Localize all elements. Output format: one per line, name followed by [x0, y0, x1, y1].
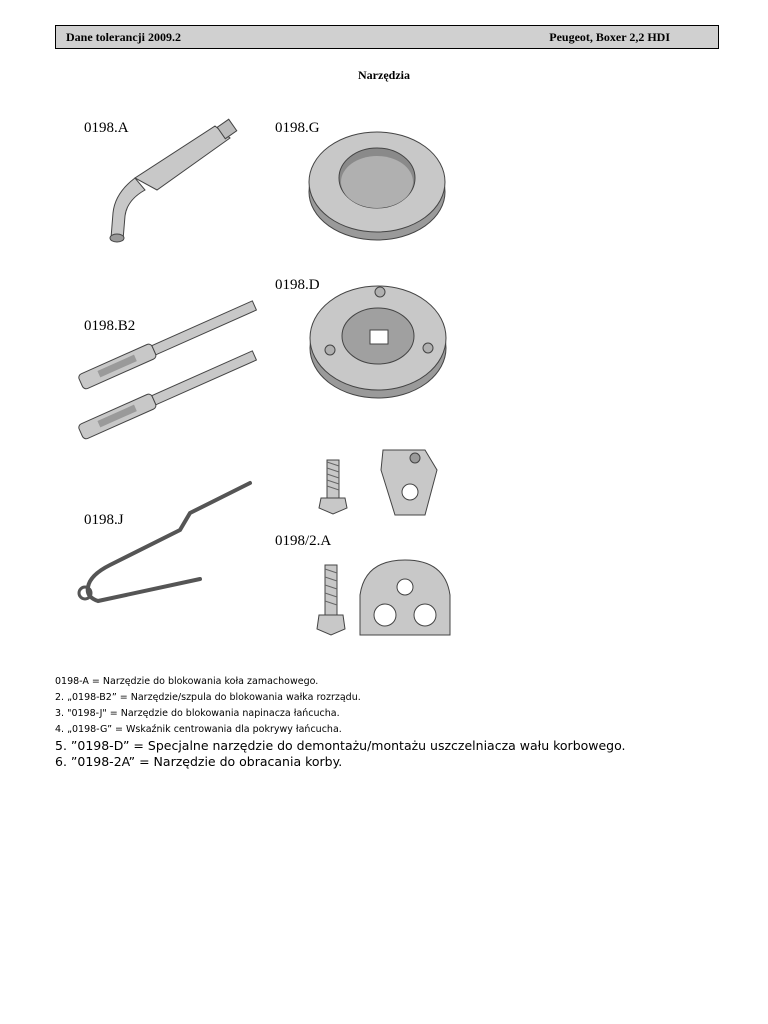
tool-note-6: 6. ”0198-2A” = Narzędzie do obracania korby. [55, 754, 343, 769]
camshaft-locking-rods-image [68, 300, 268, 450]
tool-label-0198a: 0198.A [84, 120, 129, 136]
page-title: Narzędzia [358, 68, 410, 82]
tool-label-0198-2a: 0198/2.A [275, 533, 332, 549]
tool-note-4: 4. „0198-G” = Wskaźnik centrowania dla pokrywy łańcucha. [55, 724, 342, 735]
tool-note-5: 5. ”0198-D” = Specjalne narzędzie do demontażu/montażu uszczelniacza wału korbowego. [55, 738, 626, 753]
tool-note-2: 2. „0198-B2” = Narzędzie/szpula do blokowania wałka rozrządu. [55, 692, 361, 703]
document-header [55, 25, 719, 49]
bolt-and-hex-adapter-image [315, 440, 445, 525]
seal-fitting-tool-image [308, 278, 453, 403]
tensioner-locking-wire-image [70, 475, 260, 610]
header-right-text: Peugeot, Boxer 2,2 HDI [549, 30, 670, 44]
centring-gauge-ring-image [305, 120, 450, 245]
tool-label-0198b2: 0198.B2 [84, 318, 136, 334]
flywheel-locking-pin-image [95, 118, 240, 248]
header-left-text: Dane tolerancji 2009.2 [66, 30, 181, 44]
tool-notes-list [55, 674, 735, 770]
tool-note-3: 3. "0198-J" = Narzędzie do blokowania napinacza łańcucha. [55, 708, 340, 719]
tool-note-1: 0198-A = Narzędzie do blokowania koła zamachowego. [55, 676, 319, 687]
tool-label-0198g: 0198.G [275, 120, 320, 136]
tool-label-0198j: 0198.J [84, 512, 124, 528]
tool-label-0198d: 0198.D [275, 277, 320, 293]
crank-turning-tool-image [315, 555, 455, 645]
